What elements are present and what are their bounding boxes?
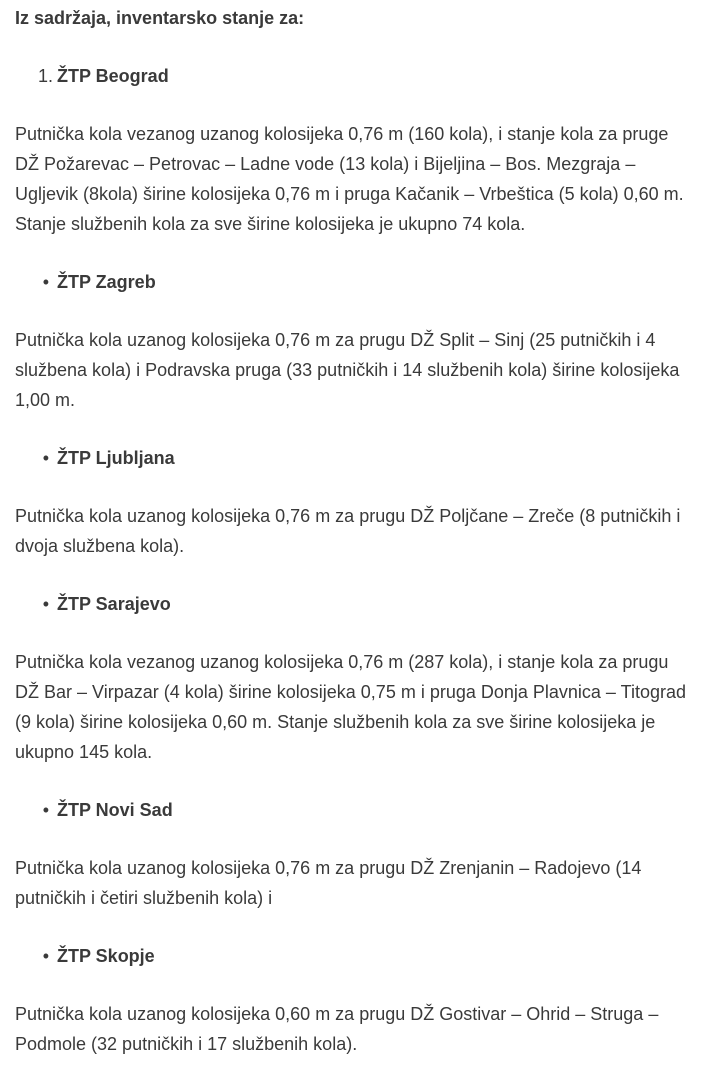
section-paragraph: Putnička kola uzanog kolosijeka 0,60 m za prugu DŽ Gostivar – Ohrid – Struga – Podmole (32 putničkih i 17 službenih kola). [15,1004,659,1054]
bullet-marker: • [42,946,49,966]
section-heading [15,941,692,971]
bullet-marker: • [42,800,49,820]
section-paragraph: Putnička kola uzanog kolosijeka 0,76 m za prugu DŽ Split – Sinj (25 putničkih i 4 službena kola) i Podravska pruga (33 putničkih i 14 službenih kola) širine kolosijeka 1,00 m. [15,330,680,410]
section-paragraph: Putnička kola vezanog uzanog kolosijeka 0,76 m (160 kola), i stanje kola za pruge DŽ Požarevac – Petrovac – Ladne vode (13 kola) i Bijeljina – Bos. Mezgraja – Ugljevik (8kola) širine kolosijeka 0,76 m i pruga Kačanik – Vrbeštica (5 kola) 0,60 m. Stanje službenih kola za sve širine kolosijeka je ukupno 74 kola. [15,124,684,234]
section-sarajevo [15,589,692,767]
section-heading [15,267,692,297]
section-heading [15,589,692,619]
section-ljubljana [15,443,692,561]
intro-text: Iz sadržaja, inventarsko stanje za: [15,8,305,28]
section-skopje [15,941,692,1059]
bullet-marker: • [42,272,49,292]
section-heading [15,443,692,473]
section-heading [15,795,692,825]
section-paragraph: Putnička kola uzanog kolosijeka 0,76 m za prugu DŽ Poljčane – Zreče (8 putničkih i dvoja službena kola). [15,506,681,556]
section-novi-sad [15,795,692,913]
section-title: ŽTP Skopje [57,946,155,966]
section-title: ŽTP Zagreb [57,272,156,292]
bullet-marker: • [42,594,49,614]
bullet-marker: • [42,448,49,468]
section-beograd [15,61,692,239]
list-number: 1. [37,66,53,86]
section-paragraph: Putnička kola uzanog kolosijeka 0,76 m za prugu DŽ Zrenjanin – Radojevo (14 putničkih i četiri službenih kola) i [15,858,642,908]
section-title: ŽTP Beograd [57,66,169,86]
section-heading [15,61,692,91]
section-zagreb [15,267,692,415]
section-title: ŽTP Novi Sad [57,800,173,820]
section-paragraph: Putnička kola vezanog uzanog kolosijeka 0,76 m (287 kola), i stanje kola za prugu DŽ Bar – Virpazar (4 kola) širine kolosijeka 0,75 m i pruga Donja Plavnica – Titograd (9 kola) širine kolosijeka 0,60 m. Stanje službenih kola za sve širine kolosijeka je ukupno 145 kola. [15,652,686,762]
section-title: ŽTP Sarajevo [57,594,171,614]
article-content [15,3,692,1059]
section-title: ŽTP Ljubljana [57,448,175,468]
